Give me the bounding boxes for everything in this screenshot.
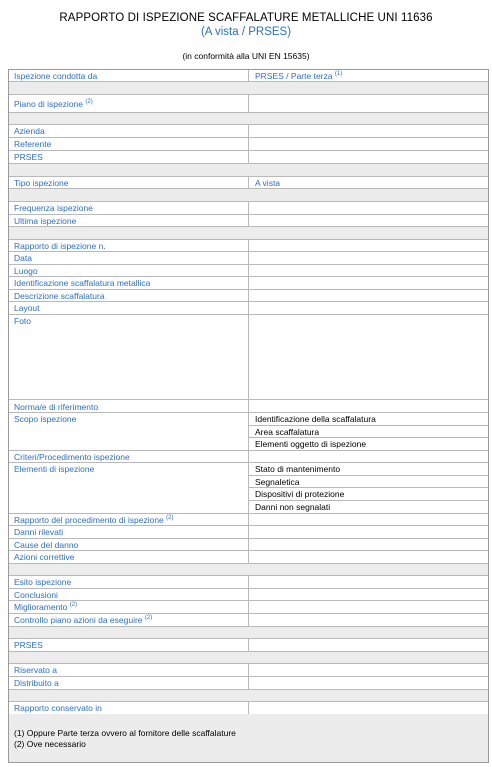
row-norma [9, 400, 488, 413]
note-ref: (2) [85, 99, 93, 106]
page-subtitle: (A vista / PRSES) [200, 26, 292, 38]
label-distribuito: Distribuito a [14, 678, 59, 688]
row-prses-2 [9, 639, 488, 652]
row-cause [9, 539, 488, 551]
field-distribuito[interactable] [249, 677, 488, 689]
label-scopo: Scopo ispezione [14, 414, 77, 424]
separator-row [9, 564, 488, 576]
row-descrizione [9, 290, 488, 302]
label-miglioramento: Miglioramento [14, 602, 68, 612]
row-referente [9, 138, 488, 151]
label-conclusioni: Conclusioni [14, 590, 58, 600]
row-layout [9, 302, 488, 315]
label-data: Data [14, 253, 32, 263]
field-referente[interactable] [249, 138, 488, 150]
label-controllo: Controllo piano azioni da eseguire [14, 615, 143, 625]
label-criteri: Criteri/Procedimento ispezione [14, 452, 130, 462]
label-prses-2: PRSES [14, 640, 43, 650]
row-miglioramento [9, 601, 488, 614]
row-scopo [9, 413, 488, 451]
field-norma[interactable] [249, 400, 488, 412]
note-ref: (2) [144, 615, 153, 622]
field-miglioramento[interactable] [249, 601, 488, 613]
row-controllo [9, 614, 488, 627]
option-elementi-3[interactable]: Danni non segnalati [255, 502, 331, 512]
row-luogo [9, 265, 488, 277]
label-riservato: Riservato a [14, 665, 57, 675]
row-foto [9, 315, 488, 400]
row-ultima [9, 215, 488, 227]
row-distribuito [9, 677, 488, 690]
row-danni [9, 526, 488, 539]
note-ref: (2) [69, 602, 78, 609]
separator-row [9, 227, 488, 240]
row-frequenza [9, 202, 488, 215]
field-conclusioni[interactable] [249, 589, 488, 600]
field-rapporto-n[interactable] [249, 240, 488, 251]
field-esito[interactable] [249, 576, 488, 588]
separator-row [9, 627, 488, 639]
separator-row [9, 690, 488, 702]
field-ispezione-condotta[interactable] [249, 70, 488, 81]
separator-row [9, 164, 488, 177]
field-identificazione[interactable] [249, 277, 488, 289]
field-data[interactable] [249, 252, 488, 264]
inspection-form [8, 69, 489, 763]
label-referente: Referente [14, 139, 52, 149]
field-controllo[interactable] [249, 614, 488, 626]
label-identificazione: Identificazione scaffalatura metallica [14, 278, 151, 288]
row-ispezione-condotta [9, 70, 488, 82]
separator-row [9, 652, 488, 664]
label-foto: Foto [14, 316, 32, 326]
label-norma: Norma/e di riferimento [14, 402, 99, 412]
label-conservato: Rapporto conservato in [14, 703, 102, 713]
row-prses [9, 151, 488, 164]
conformity-note: (in conformità alla UNI EN 15635) [182, 51, 310, 61]
row-azioni [9, 551, 488, 564]
option-scopo-2[interactable]: Elementi oggetto di ispezione [255, 439, 367, 449]
label-danni: Danni rilevati [14, 527, 64, 537]
row-riservato [9, 664, 488, 677]
field-azioni[interactable] [249, 551, 488, 563]
option-elementi-2[interactable]: Dispositivi di protezione [249, 488, 488, 501]
row-tipo-ispezione [9, 177, 488, 189]
label-luogo: Luogo [14, 266, 38, 276]
label-cause: Cause del danno [14, 540, 79, 550]
label-rapporto-procedimento: Rapporto del procedimento di ispezione [14, 515, 164, 525]
separator-row [9, 113, 488, 125]
row-esito [9, 576, 488, 589]
page-title: RAPPORTO DI ISPEZIONE SCAFFALATURE METALLICHE UNI 11636 [59, 12, 433, 24]
field-descrizione[interactable] [249, 290, 488, 301]
field-frequenza[interactable] [249, 202, 488, 214]
field-danni[interactable] [249, 526, 488, 538]
field-ultima[interactable] [249, 215, 488, 226]
note-ref: (2) [166, 515, 174, 522]
field-conservato[interactable] [249, 702, 488, 714]
footnote-1: (1) Oppure Parte terza ovvero al fornitore delle scaffalature [14, 728, 236, 738]
field-layout[interactable] [249, 302, 488, 314]
label-azioni: Azioni correttive [14, 552, 75, 562]
row-criteri [9, 451, 488, 463]
label-rapporto-n: Rapporto di ispezione n. [14, 241, 106, 251]
field-prses[interactable] [249, 151, 488, 163]
label-descrizione: Descrizione scaffalatura [14, 291, 105, 301]
separator-row [9, 82, 488, 95]
row-identificazione [9, 277, 488, 290]
label-prses: PRSES [14, 152, 43, 162]
label-elementi: Elementi di ispezione [14, 464, 95, 474]
label-tipo-ispezione: Tipo ispezione [14, 178, 69, 188]
footnote-2: (2) Ove necessario [14, 739, 86, 749]
row-azienda [9, 125, 488, 138]
value-ispezione-condotta: PRSES / Parte terza [255, 71, 333, 81]
field-foto[interactable] [249, 315, 488, 399]
value-tipo-ispezione: A vista [255, 178, 281, 188]
option-scopo-0[interactable]: Identificazione della scaffalatura [249, 413, 488, 426]
field-azienda[interactable] [249, 125, 488, 137]
row-rapporto-procedimento [9, 514, 488, 526]
field-prses-2[interactable] [249, 639, 488, 651]
field-rapporto-procedimento[interactable] [249, 514, 488, 525]
field-piano-ispezione[interactable] [249, 95, 488, 112]
row-piano-ispezione [9, 95, 488, 113]
label-frequenza: Frequenza ispezione [14, 203, 93, 213]
field-riservato[interactable] [249, 664, 488, 676]
row-data [9, 252, 488, 265]
field-criteri[interactable] [249, 451, 488, 462]
field-luogo[interactable] [249, 265, 488, 276]
field-tipo-ispezione[interactable] [249, 177, 488, 188]
label-ultima: Ultima ispezione [14, 216, 77, 226]
row-elementi [9, 463, 488, 514]
row-conclusioni [9, 589, 488, 601]
option-elementi-1[interactable]: Segnaletica [249, 476, 488, 488]
separator-row [9, 189, 488, 202]
label-esito: Esito ispezione [14, 577, 72, 587]
note-ref: (1) [334, 71, 343, 78]
label-piano-ispezione: Piano di ispezione [14, 99, 83, 109]
field-cause[interactable] [249, 539, 488, 550]
label-layout: Layout [14, 303, 40, 313]
label-ispezione-condotta: Ispezione condotta da [14, 71, 98, 81]
option-elementi-0[interactable]: Stato di mantenimento [249, 463, 488, 476]
footnotes [9, 714, 488, 762]
label-azienda: Azienda [14, 126, 45, 136]
option-scopo-1[interactable]: Area scaffalatura [249, 426, 488, 438]
row-rapporto-n [9, 240, 488, 252]
